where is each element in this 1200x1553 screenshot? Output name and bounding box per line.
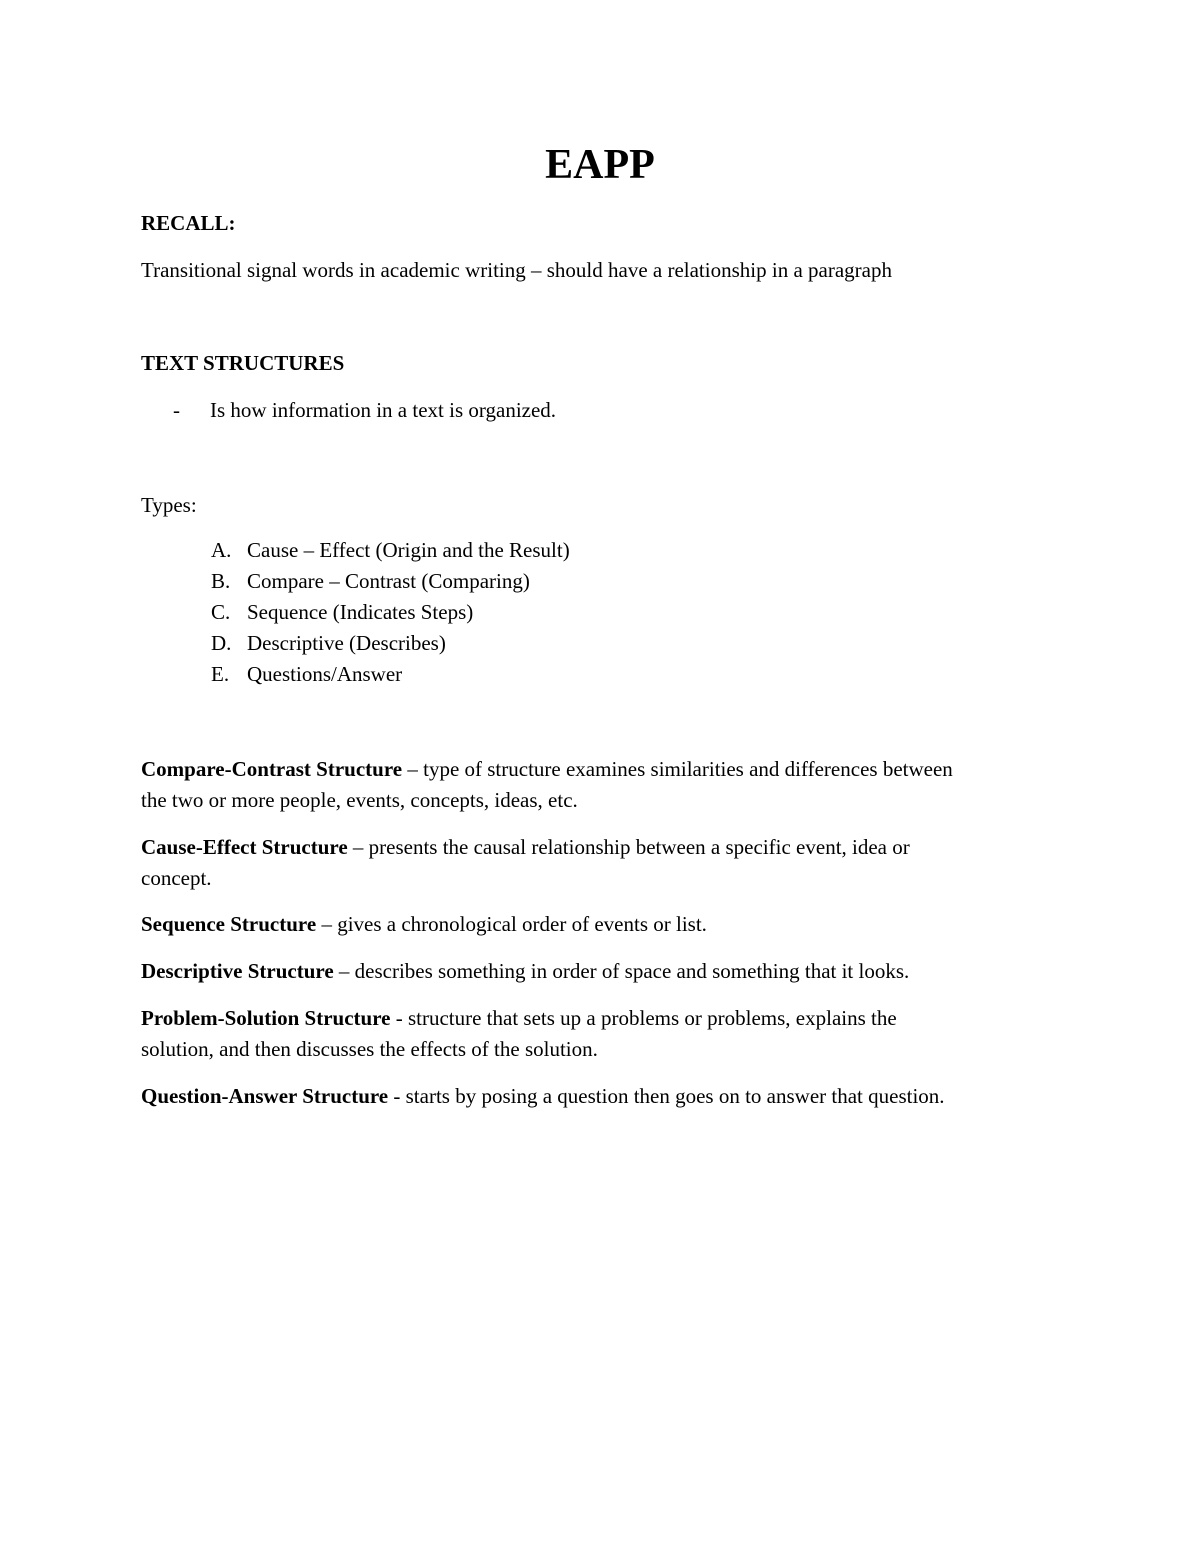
recall-heading: RECALL: <box>141 211 236 235</box>
definition-problem-solution-cont: solution, and then discusses the effects of the solution. <box>141 1037 598 1061</box>
definition-text: – presents the causal relationship between a specific event, idea or <box>347 835 910 859</box>
list-item-letter: B. <box>211 569 231 593</box>
definition-term: Question-Answer Structure <box>141 1084 389 1108</box>
list-item-letter: E. <box>211 662 230 686</box>
definition-cause-effect-cont: concept. <box>141 866 212 890</box>
definition-term: Descriptive Structure <box>141 959 334 983</box>
list-item-text: Sequence (Indicates Steps) <box>247 600 474 624</box>
list-item-text: Descriptive (Describes) <box>247 631 446 655</box>
list-item-letter: C. <box>211 600 231 624</box>
definition-text: – type of structure examines similarities and differences between <box>402 757 953 781</box>
types-label: Types: <box>141 493 197 517</box>
document-title: EAPP <box>545 142 655 188</box>
definition-text: - structure that sets up a problems or problems, explains the <box>390 1006 897 1030</box>
bullet-dash: - <box>173 398 180 422</box>
definition-descriptive <box>141 956 909 987</box>
list-item-text: Questions/Answer <box>247 662 403 686</box>
list-item-letter: A. <box>211 538 232 562</box>
definition-term: Cause-Effect Structure <box>141 835 348 859</box>
text-structures-heading: TEXT STRUCTURES <box>141 351 345 375</box>
definition-cause-effect <box>141 832 910 863</box>
recall-text: Transitional signal words in academic writing – should have a relationship in a paragraph <box>141 258 892 282</box>
definition-text: - starts by posing a question then goes on to answer that question. <box>388 1084 945 1108</box>
list-item-text: Compare – Contrast (Comparing) <box>247 569 530 593</box>
list-item-text: Cause – Effect (Origin and the Result) <box>247 538 570 562</box>
definition-term: Compare-Contrast Structure <box>141 757 403 781</box>
definition-compare-contrast <box>141 754 953 785</box>
definition-question-answer <box>141 1081 945 1112</box>
definition-term: Problem-Solution Structure <box>141 1006 391 1030</box>
definition-compare-contrast-cont: the two or more people, events, concepts, ideas, etc. <box>141 788 578 812</box>
definition-term: Sequence Structure <box>141 912 317 936</box>
definition-problem-solution <box>141 1003 897 1034</box>
text-structures-definition: Is how information in a text is organized. <box>210 398 557 422</box>
definition-text: – gives a chronological order of events or list. <box>316 912 707 936</box>
list-item-letter: D. <box>211 631 232 655</box>
definition-text: – describes something in order of space and something that it looks. <box>333 959 910 983</box>
definition-sequence <box>141 909 707 940</box>
